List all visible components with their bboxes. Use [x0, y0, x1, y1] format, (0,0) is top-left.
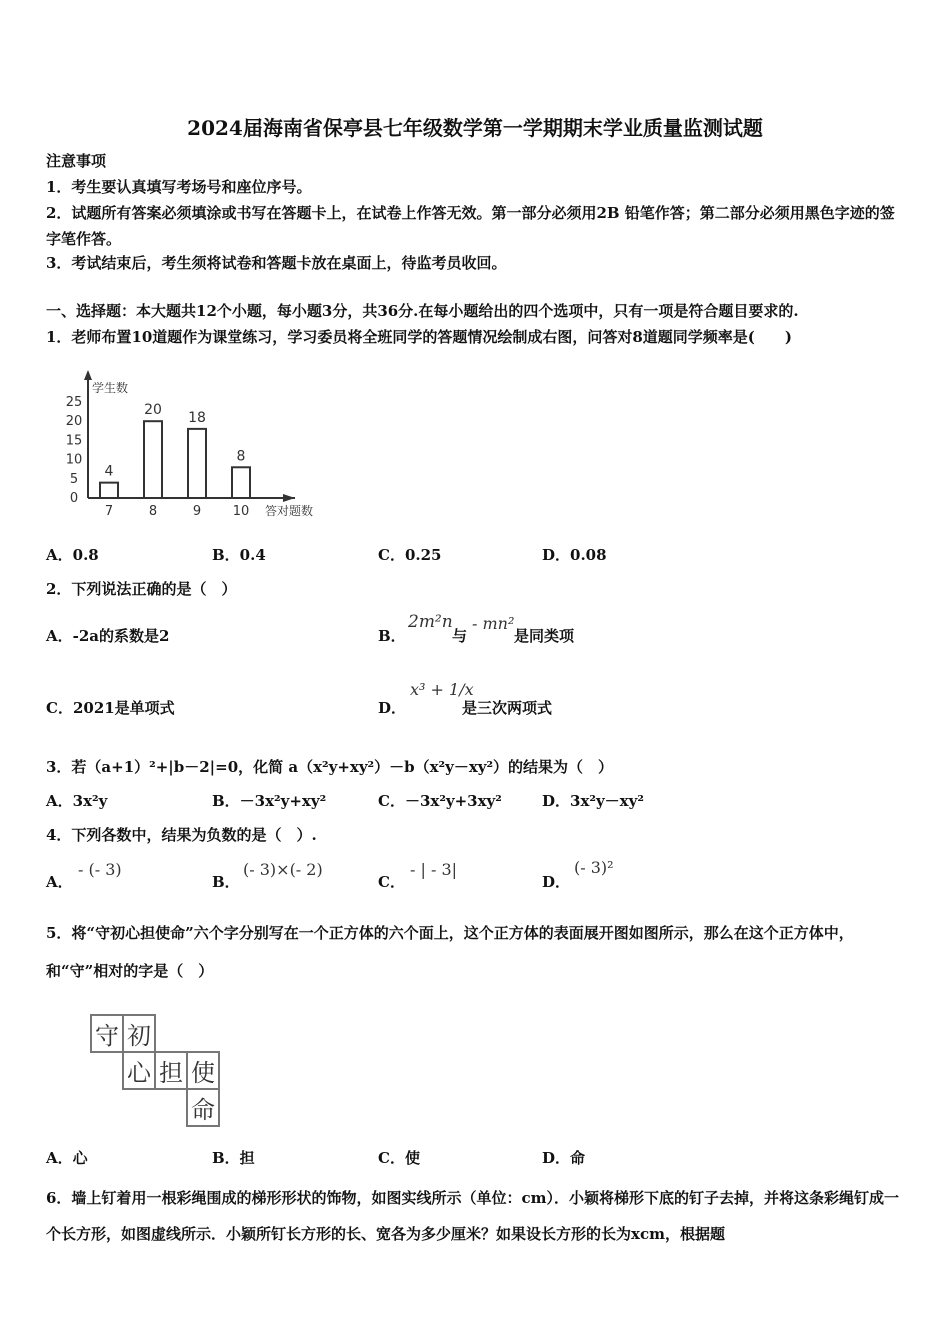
q2-option-b-math-1: 2m²n: [408, 612, 453, 632]
q1-option-c: C．0.25: [378, 546, 442, 564]
x-tick-label-7: 7: [104, 504, 114, 519]
q2-option-d-tail: 是三次两项式: [462, 699, 553, 717]
y-axis-label: 学生数: [92, 381, 129, 395]
x-tick-label-8: 8: [148, 504, 158, 519]
q2-option-a: A．-2a的系数是2: [46, 627, 170, 645]
q5-option-c: C．使: [378, 1149, 420, 1167]
q4-stem: 4．下列各数中，结果为负数的是（ ）.: [46, 826, 317, 844]
bar-9: [188, 429, 206, 498]
net-face-ming: 命: [187, 1089, 219, 1126]
q2-option-b-tail: 是同类项: [514, 627, 575, 645]
net-face-shou: 守: [91, 1015, 123, 1052]
q4-option-d-math: (- 3)²: [574, 858, 614, 877]
q3-option-d: D．3x²y－xy²: [542, 792, 644, 810]
q4-option-d-label: D．: [542, 873, 571, 891]
notice-item-3: 3．考试结束后，考生须将试卷和答题卡放在桌面上，待监考员收回。: [46, 254, 507, 272]
bar-value-label-10: 8: [236, 448, 246, 465]
q2-option-b-mid: 与: [452, 627, 468, 645]
q2-option-c: C．2021是单项式: [46, 699, 175, 717]
q4-option-b-label: B．: [212, 873, 240, 891]
x-tick-label-10: 10: [232, 504, 250, 519]
y-tick-label-10: 10: [65, 452, 83, 468]
q2-option-d-math: x³ + 1/x: [410, 680, 474, 699]
page-title: 2024届海南省保亭县七年级数学第一学期期末学业质量监测试题: [187, 116, 763, 140]
section-1-heading: 一、选择题：本大题共12个小题，每小题3分，共36分.在每小题给出的四个选项中，只有一项是符合题目要求的.: [46, 302, 799, 320]
y-tick-label-0: 0: [69, 491, 79, 506]
net-face-shi: 使: [187, 1052, 219, 1089]
bar-10: [232, 467, 250, 498]
bar-value-label-7: 4: [104, 463, 114, 480]
x-tick-label-9: 9: [192, 504, 202, 519]
q4-option-a-label: A．: [46, 873, 73, 891]
q5-option-a: A．心: [46, 1149, 88, 1167]
q1-option-d: D．0.08: [542, 546, 607, 564]
q5-option-b: B．担: [212, 1149, 255, 1167]
y-tick-label-25: 25: [65, 395, 83, 410]
q2-option-b-label: B．: [378, 627, 406, 645]
notice-item-2: 2．试题所有答案必须填涂或书写在答题卡上，在试卷上作答无效。第一部分必须用2B 铅笔作答；第二部分必须用黑色字迹的签字笔作答。: [46, 204, 895, 248]
net-face-chu: 初: [123, 1015, 155, 1052]
q2-stem: 2．下列说法正确的是（ ）: [46, 580, 237, 598]
q1-stem: 1．老师布置10道题作为课堂练习，学习委员将全班同学的答题情况绘制成右图，问答对8道题同学频率是( ): [46, 328, 792, 346]
q4-option-c-label: C．: [378, 873, 405, 891]
q2-option-b-math-2: - mn²: [472, 614, 515, 633]
bar-value-label-8: 20: [144, 402, 162, 419]
q4-option-c-math: - | - 3|: [410, 860, 458, 879]
q1-option-b: B．0.4: [212, 546, 266, 564]
bar-8: [144, 421, 162, 498]
q4-option-a-math: - (- 3): [78, 860, 122, 879]
y-tick-label-15: 15: [65, 433, 83, 449]
q1-option-a: A．0.8: [46, 546, 99, 564]
chart-plot-area: [66, 370, 313, 519]
net-face-dan: 担: [155, 1052, 187, 1089]
q2-option-d-label: D．: [378, 699, 407, 717]
q5-cube-net: [90, 1014, 220, 1127]
q3-stem: 3．若（a+1）²+|b－2|=0，化简 a（x²y+xy²）－b（x²y－xy²）的结果为（ ）: [46, 758, 614, 776]
notice-heading: 注意事项: [46, 152, 107, 170]
net-face-xin: 心: [123, 1052, 155, 1089]
x-axis-arrow: [283, 494, 295, 502]
q3-option-b: B．－3x²y+xy²: [212, 792, 327, 810]
notice-item-1: 1．考生要认真填写考场号和座位序号。: [46, 178, 312, 196]
q5-stem: 5．将“守初心担使命”六个字分别写在一个正方体的六个面上，这个正方体的表面展开图如图所示，那么在这个正方体中，和“守”相对的字是（ ）: [46, 924, 854, 980]
y-axis-arrow: [84, 370, 92, 380]
y-tick-label-5: 5: [69, 471, 79, 487]
y-tick-label-20: 20: [65, 414, 83, 430]
q3-option-a: A．3x²y: [46, 792, 108, 810]
q4-option-b-math: (- 3)×(- 2): [243, 860, 323, 879]
bar-7: [100, 483, 118, 498]
q1-bar-chart: [55, 362, 335, 522]
q5-option-d: D．命: [542, 1149, 586, 1167]
bar-value-label-9: 18: [188, 409, 206, 426]
x-axis-label: 答对题数: [264, 504, 314, 518]
q3-option-c: C．－3x²y+3xy²: [378, 792, 502, 810]
q6-stem: 6．墙上钉着用一根彩绳围成的梯形形状的饰物，如图实线所示（单位：cm）．小颖将梯形下底的钉子去掉，并将这条彩绳钉成一个长方形，如图虚线所示．小颖所钉长方形的长、宽各为多少厘米？如果设长方形的长为xcm，根据题: [46, 1189, 899, 1243]
